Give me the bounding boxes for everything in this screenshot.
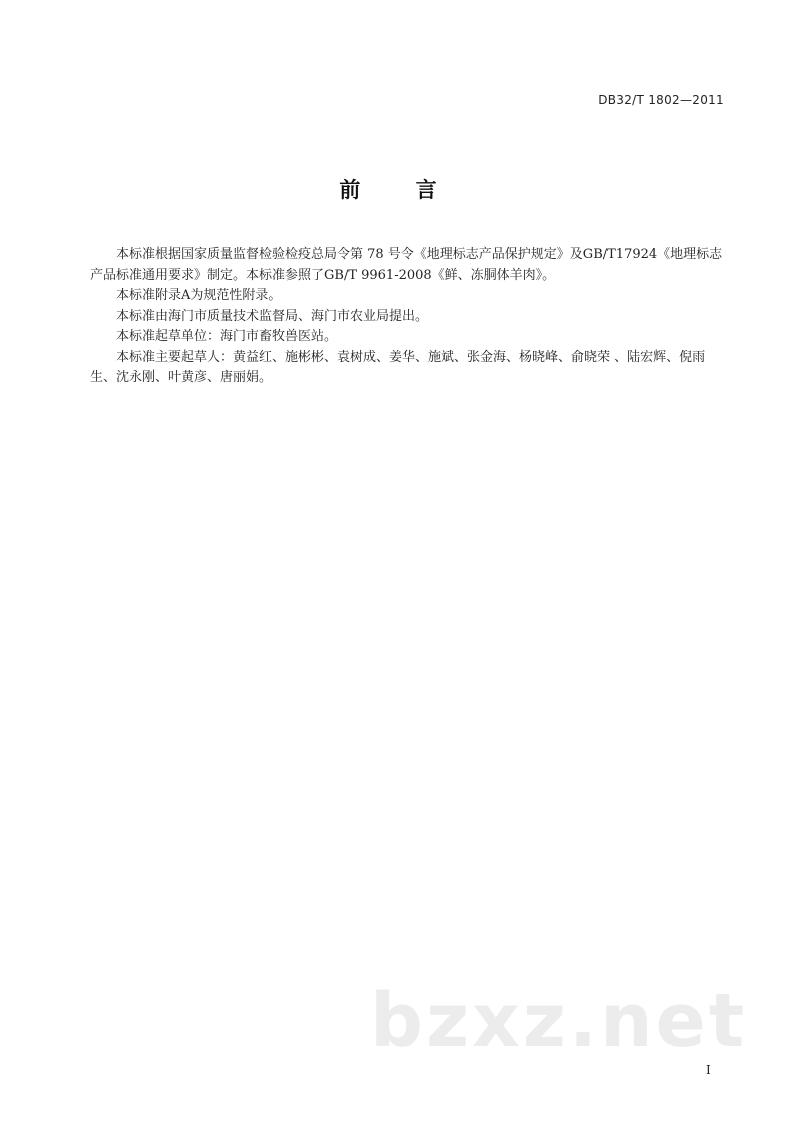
document-code: DB32/T 1802—2011 — [598, 93, 724, 107]
paragraph-proposer: 本标准由海门市质量技术监督局、海门市农业局提出。 — [116, 308, 429, 324]
paragraph-appendix: 本标准附录A为规范性附录。 — [116, 288, 282, 303]
watermark: bzxz.net — [370, 978, 748, 1064]
paragraph-drafting-unit: 本标准起草单位：海门市畜牧兽医站。 — [116, 329, 338, 344]
paragraph-basis: 本标准根据国家质量监督检验检疫总局令第 78 号令《地理标志产品保护规定》及GB/T17924《地理标志产品标准通用要求》制定。本标准参照了GB/T 9961-2008《鲜、冻胴体羊肉》。 — [90, 247, 723, 283]
page-title: 前 言 — [339, 178, 461, 202]
foreword-body — [90, 245, 730, 389]
page-number: I — [706, 1063, 711, 1077]
paragraph-drafters: 本标准主要起草人：黄益红、施彬彬、袁树成、姜华、施斌、张金海、杨晓峰、俞晓荣 、陆宏辉、倪雨生、沈永刚、叶黄彦、唐丽娟。 — [90, 349, 706, 385]
